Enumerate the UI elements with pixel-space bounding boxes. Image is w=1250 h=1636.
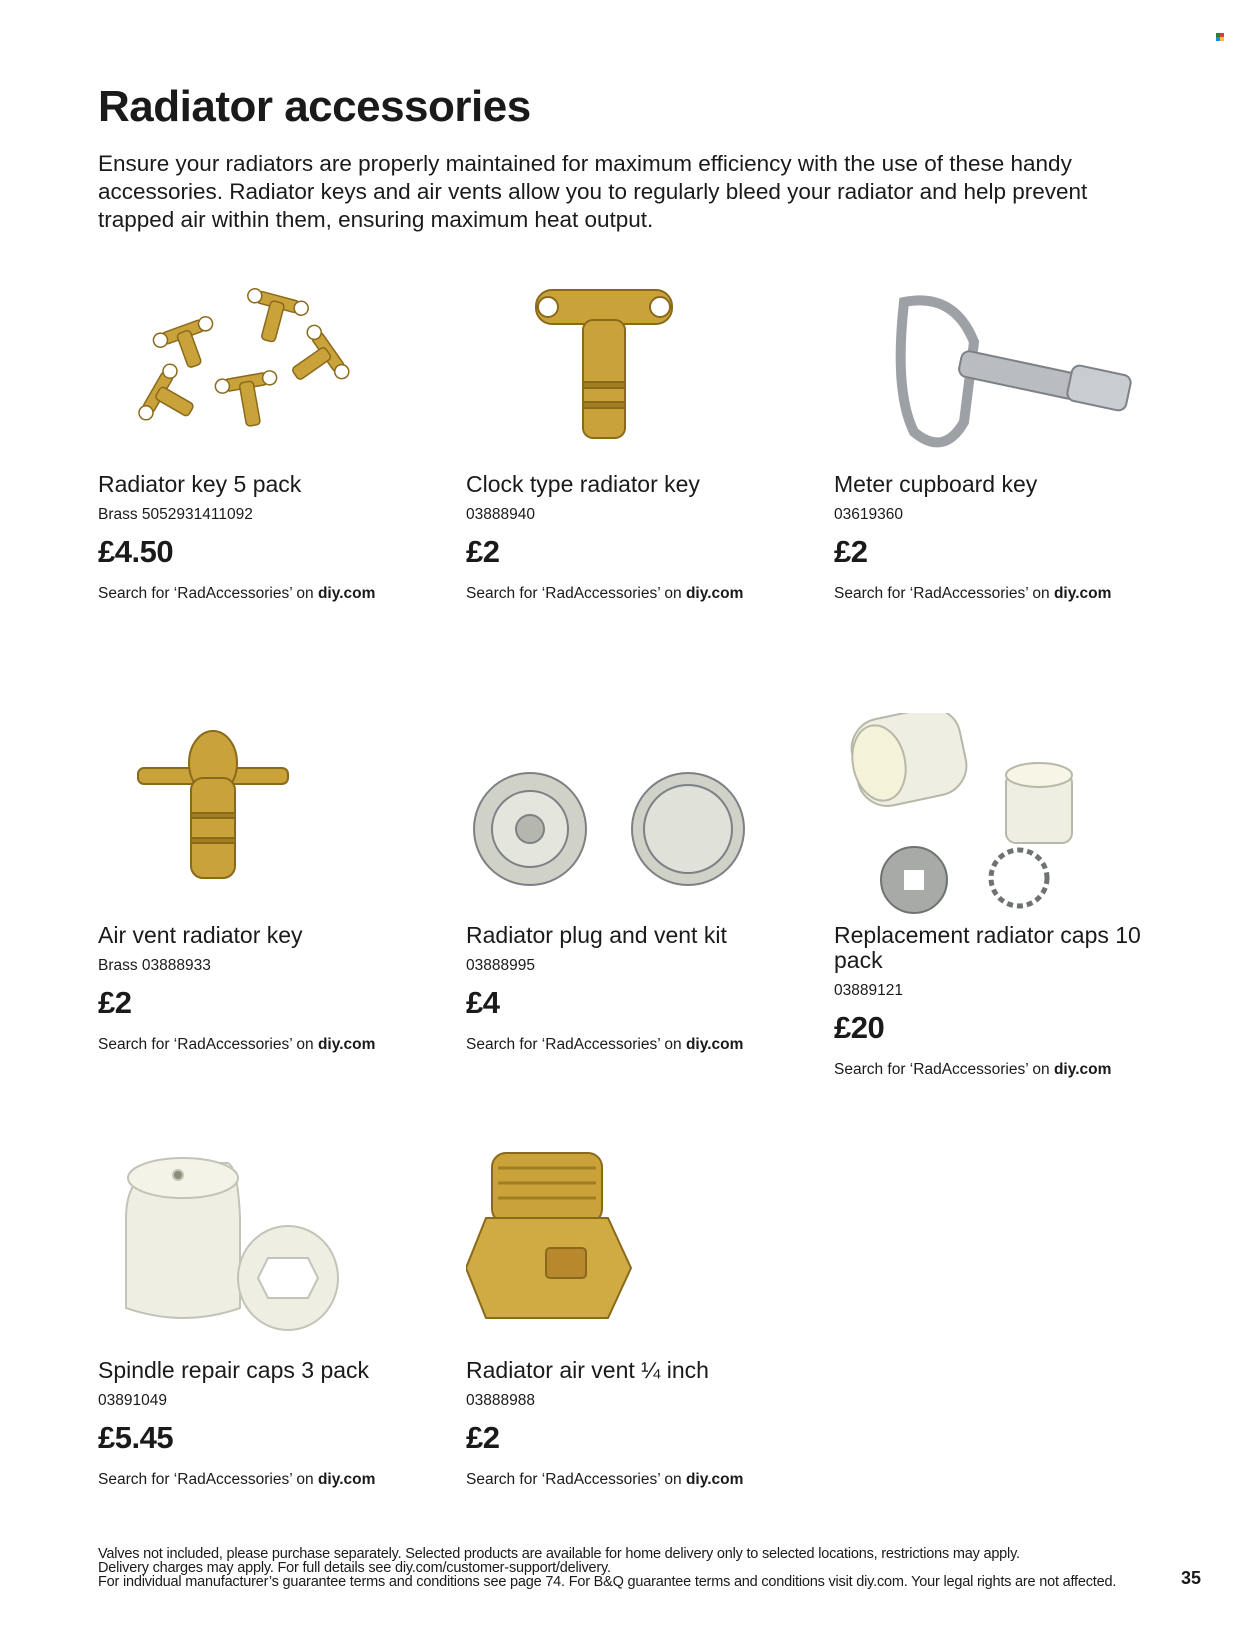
search-site-link[interactable]: diy.com — [1053, 1061, 1112, 1078]
air-vent-radiator-key-image — [98, 713, 438, 923]
search-hint[interactable] — [834, 1061, 1174, 1079]
brand-mark-icon — [1216, 33, 1224, 41]
product-price: £4.50 — [98, 534, 174, 569]
search-prefix: Search for ‘RadAccessories’ on — [466, 1471, 686, 1488]
product-price: £2 — [466, 1420, 500, 1455]
footer-disclaimer — [98, 1547, 1178, 1589]
search-site-link[interactable]: diy.com — [317, 585, 376, 602]
spindle-repair-caps-image — [98, 1148, 438, 1358]
product-card[interactable] — [834, 262, 1174, 603]
product-name: Replacement radiator caps 10 pack — [834, 922, 1141, 973]
product-price: £4 — [466, 985, 500, 1020]
product-code: 03888988 — [466, 1392, 535, 1409]
search-prefix: Search for ‘RadAccessories’ on — [834, 585, 1054, 602]
page-number: 35 — [1181, 1568, 1202, 1588]
product-code: 03889121 — [834, 982, 903, 999]
product-code: 03619360 — [834, 506, 903, 523]
product-price: £2 — [466, 534, 500, 569]
search-hint[interactable] — [98, 585, 438, 603]
clock-type-radiator-key-image — [466, 262, 806, 472]
product-card[interactable] — [98, 262, 438, 603]
product-name: Air vent radiator key — [98, 922, 303, 948]
product-card[interactable] — [466, 1148, 806, 1489]
product-name: Clock type radiator key — [466, 471, 700, 497]
product-name: Radiator plug and vent kit — [466, 922, 727, 948]
search-site-link[interactable]: diy.com — [317, 1471, 376, 1488]
product-card[interactable] — [98, 713, 438, 1054]
search-site-link[interactable]: diy.com — [317, 1036, 376, 1053]
search-prefix: Search for ‘RadAccessories’ on — [98, 585, 318, 602]
radiator-keys-5-pack-image — [98, 262, 438, 472]
search-prefix: Search for ‘RadAccessories’ on — [466, 585, 686, 602]
product-code: 03888940 — [466, 506, 535, 523]
search-hint[interactable] — [466, 585, 806, 603]
product-price: £5.45 — [98, 1420, 174, 1455]
search-site-link[interactable]: diy.com — [1053, 585, 1112, 602]
product-code: 03888995 — [466, 957, 535, 974]
search-prefix: Search for ‘RadAccessories’ on — [98, 1471, 318, 1488]
search-hint[interactable] — [98, 1036, 438, 1054]
search-prefix: Search for ‘RadAccessories’ on — [98, 1036, 318, 1053]
search-prefix: Search for ‘RadAccessories’ on — [834, 1061, 1054, 1078]
product-name: Spindle repair caps 3 pack — [98, 1357, 370, 1383]
product-price: £2 — [834, 534, 868, 569]
product-price: £2 — [98, 985, 132, 1020]
radiator-air-vent-image — [466, 1148, 806, 1358]
search-site-link[interactable]: diy.com — [685, 1471, 744, 1488]
product-card[interactable] — [98, 1148, 438, 1489]
search-prefix: Search for ‘RadAccessories’ on — [466, 1036, 686, 1053]
plug-and-vent-kit-image — [466, 713, 806, 923]
meter-cupboard-key-image — [834, 262, 1174, 472]
product-name: Meter cupboard key — [834, 471, 1038, 497]
intro-text: Ensure your radiators are properly maintained for maximum efficiency with the use of these handy accessories. Radiator keys and air vents allow you to regularly bleed your radiator and help prevent trapped air within them, ensuring maximum heat output. — [98, 151, 1088, 232]
search-hint[interactable] — [98, 1471, 438, 1489]
footer-line: For individual manufacturer’s guarantee terms and conditions see page 74. For B&Q guarantee terms and conditions visit diy.com. Your legal rights are not affected. — [98, 1574, 1117, 1590]
product-card[interactable] — [466, 713, 806, 1054]
product-name: Radiator key 5 pack — [98, 471, 302, 497]
product-code: Brass 03888933 — [98, 957, 211, 974]
footer-line: Delivery charges may apply. For full details see diy.com/customer-support/delivery. — [98, 1560, 611, 1576]
footer-line: Valves not included, please purchase separately. Selected products are available for home delivery only to selected locations, restrictions may apply. — [98, 1546, 1020, 1562]
page-title: Radiator accessories — [98, 82, 531, 131]
product-price: £20 — [834, 1010, 885, 1045]
search-hint[interactable] — [466, 1471, 806, 1489]
search-site-link[interactable]: diy.com — [685, 585, 744, 602]
search-hint[interactable] — [466, 1036, 806, 1054]
product-code: 03891049 — [98, 1392, 167, 1409]
search-site-link[interactable]: diy.com — [685, 1036, 744, 1053]
product-card[interactable] — [466, 262, 806, 603]
search-hint[interactable] — [834, 585, 1174, 603]
replacement-radiator-caps-image — [834, 713, 1174, 923]
product-code: Brass 5052931411092 — [98, 506, 253, 523]
product-name: Radiator air vent ¼ inch — [466, 1357, 709, 1383]
product-card[interactable] — [834, 713, 1174, 1079]
